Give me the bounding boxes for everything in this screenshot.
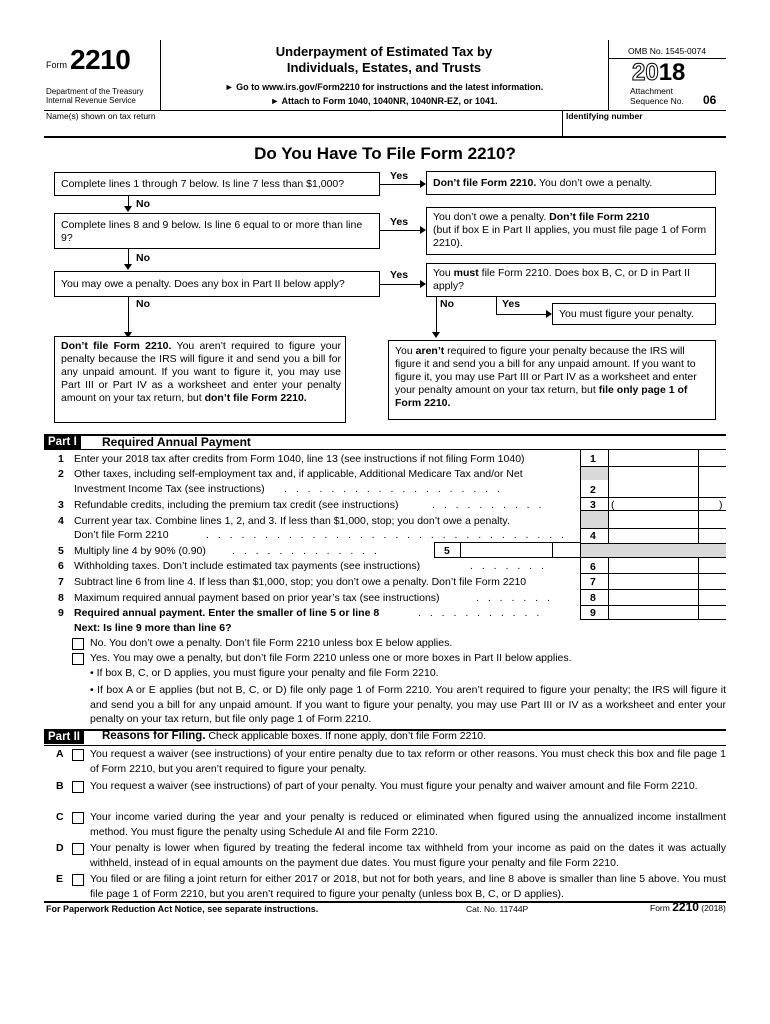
line-3-box-num: 3 [590, 499, 596, 511]
result-left-text [61, 340, 341, 405]
line-8-text: Maximum required annual payment based on prior year’s tax (see instructions) [74, 592, 440, 604]
line-5-amount[interactable] [461, 543, 551, 557]
line-4-amount[interactable] [609, 528, 698, 543]
line-2-dots: . . . . . . . . . . . . . . . . . . . [284, 483, 503, 495]
result-right-box [388, 340, 716, 420]
year-bold: 18 [658, 59, 686, 86]
bullet-2: • If box A or E applies (but not B, C, or D) file only page 1 of Form 2210. You aren’t required to figure your penalty; the IRS will figure it and send you a bill for any unpaid amount. If you want to figure your penalty, you may use Part III or IV as a worksheet and enter your penalty on your tax return, but file only page 1 of Form 2210. [90, 684, 726, 725]
line-4-dots: . . . . . . . . . . . . . . . . . . . . . . . . . . . . . . . [206, 529, 567, 541]
line-9-dots: . . . . . . . . . . . [418, 607, 543, 619]
q2-no-label: No [136, 252, 150, 264]
line-2-text: Other taxes, including self-employment tax and, if applicable, Additional Medicare Tax and/or Net [74, 468, 523, 480]
q3-no-label: No [136, 298, 150, 310]
line-6-dots: . . . . . . . [470, 560, 547, 572]
service: Internal Revenue Service [46, 96, 136, 105]
reason-d-text: Your penalty is lower when figured by treating the federal income tax withheld from your income as paid on the dates it was actually withheld, instead of in equal amounts on the payment due dates. You must figure your penalty and file Form 2210. [90, 842, 726, 869]
title-line-1: Underpayment of Estimated Tax by [275, 44, 493, 59]
line-4-box-num: 4 [590, 530, 596, 542]
line-1-box-num: 1 [590, 453, 596, 465]
reason-a-text: You request a waiver (see instructions) of your entire penalty due to tax reform or other reasons. You must check this box and file page 1 of Form 2210, but you aren’t required to figure your penalty. [90, 748, 726, 775]
reason-e-checkbox[interactable] [72, 874, 84, 886]
catalog-number: Cat. No. 11744P [466, 904, 529, 914]
result-right-bold2: file only page 1 of Form 2210. [395, 384, 688, 409]
line-3-text: Refundable credits, including the premium tax credit (see instructions) [74, 499, 399, 511]
line-8-box-num: 8 [590, 592, 596, 604]
question-3-text: You may owe a penalty. Does any box in Part II below apply? [61, 278, 345, 290]
part-1-title: Required Annual Payment [102, 435, 251, 449]
names-label: Name(s) shown on tax return [46, 111, 156, 121]
line-9-box-num: 9 [590, 607, 596, 619]
line-4-text-2: Don’t file Form 2210 [74, 529, 169, 541]
answer-1-text [433, 177, 652, 190]
part-2-title: Reasons for Filing. [102, 730, 206, 742]
line-4-text: Current year tax. Combine lines 1, 2, and 3. If less than $1,000, stop; you don’t owe a penalty. [74, 515, 510, 527]
line-7-amount[interactable] [609, 574, 698, 589]
line-5-box-num: 5 [444, 545, 450, 557]
part-2-heading [102, 730, 486, 742]
a3-no-label: No [440, 298, 454, 310]
line-1-num: 1 [58, 453, 64, 465]
q1-no-label: No [136, 198, 150, 210]
line-4-num: 4 [58, 515, 64, 527]
answer-1-bold: Don’t file Form 2210. [433, 177, 537, 189]
line-2-text-2: Investment Income Tax (see instructions) [74, 483, 265, 495]
line-1-cents[interactable] [699, 450, 726, 466]
sequence-number: 06 [703, 93, 717, 107]
reason-c-checkbox[interactable] [72, 812, 84, 824]
year-outline: 20 [632, 59, 659, 86]
reason-b-letter: B [56, 780, 64, 792]
question-1-box [54, 172, 380, 196]
flowchart-heading: Do You Have To File Form 2210? [254, 144, 516, 163]
line-9-amount[interactable] [609, 606, 698, 619]
line-2-num: 2 [58, 468, 64, 480]
reason-b-checkbox[interactable] [72, 781, 84, 793]
line-6-text: Withholding taxes. Don’t include estimated tax payments (see instructions) [74, 560, 421, 572]
next-yes-text: Yes. You may owe a penalty, but don’t file Form 2210 unless one or more boxes in Part II below applies. [90, 652, 572, 664]
footer-form-word: Form [650, 903, 670, 913]
reason-c-letter: C [56, 811, 64, 823]
answer-4-box [552, 303, 716, 325]
answer-3-bold: must [453, 267, 479, 279]
line-7-num: 7 [58, 576, 64, 588]
department: Department of the Treasury [46, 87, 144, 96]
form-title [160, 44, 608, 76]
question-1-text: Complete lines 1 through 7 below. Is line 7 less than $1,000? [61, 178, 345, 190]
instruction-1: ► Go to www.irs.gov/Form2210 for instructions and the latest information. [224, 82, 544, 92]
reason-d-checkbox[interactable] [72, 843, 84, 855]
answer-3-rest: file Form 2210. Does box B, C, or D in Part II apply? [433, 267, 690, 292]
attachment-label: Attachment [630, 86, 673, 96]
q2-yes-label: Yes [390, 216, 409, 228]
line-3-dots: . . . . . . . . . . [432, 499, 545, 511]
line-8-dots: . . . . . . . [476, 592, 553, 604]
next-no-text: No. You don’t owe a penalty. Don’t file Form 2210 unless box E below applies. [90, 637, 453, 649]
answer-2-text [433, 211, 713, 250]
line-9-text: Required annual payment. Enter the smaller of line 5 or line 8 [74, 607, 380, 619]
result-left-bold2: don’t file Form 2210. [204, 392, 307, 404]
answer-3-pre: You [433, 267, 454, 279]
reason-d-letter: D [56, 842, 64, 854]
a3-yes-label: Yes [502, 298, 521, 310]
line-6-num: 6 [58, 560, 64, 572]
line-1-amount[interactable] [609, 450, 698, 466]
answer-3-text [433, 267, 713, 293]
line-3-num: 3 [58, 499, 64, 511]
line-8-amount[interactable] [609, 590, 698, 605]
sequence-label: Sequence No. [630, 96, 684, 106]
reason-a-checkbox[interactable] [72, 749, 84, 761]
line-9-num: 9 [58, 607, 64, 619]
title-line-2: Individuals, Estates, and Trusts [286, 60, 482, 75]
question-2-box [54, 213, 380, 249]
form-word: Form [46, 60, 67, 70]
answer-2-rest: (but if box E in Part II applies, you must file page 1 of Form 2210). [433, 224, 707, 249]
answer-2-bold: Don’t file Form 2210 [549, 211, 650, 223]
reason-b-text: You request a waiver (see instructions) of part of your penalty. You must figure your penalty and waiver amount and file Form 2210. [90, 780, 698, 792]
answer-2-pre: You don’t owe a penalty. [433, 211, 550, 223]
q1-yes-label: Yes [390, 170, 409, 182]
part-1-label: Part I [44, 435, 81, 449]
answer-2-box [426, 207, 716, 255]
footer-year: (2018) [701, 903, 726, 913]
line-2-box-num: 2 [590, 484, 596, 496]
line-5-text: Multiply line 4 by 90% (0.90) [74, 545, 206, 557]
identifying-number-label: Identifying number [566, 111, 643, 121]
result-left-body: You aren’t required to figure your penalty because the IRS will figure it and send you a bill for any unpaid amount. If you want to figure it, you may use Part III or Part IV as a worksheet and enter your penalty amount on your tax return, but [61, 340, 341, 404]
footer-form-number: 2210 [672, 900, 699, 914]
line-3-paren-open: ( [611, 499, 615, 511]
result-right-pre: You [395, 345, 416, 357]
answer-3-box [426, 263, 716, 297]
next-question: Next: Is line 9 more than line 6? [74, 622, 232, 634]
line-7-text: Subtract line 6 from line 4. If less than $1,000, stop; you don’t owe a penalty. Don’t file Form 2210 [74, 576, 527, 588]
reason-a-letter: A [56, 748, 64, 760]
question-2-text: Complete lines 8 and 9 below. Is line 6 equal to or more than line 9? [61, 219, 363, 244]
reason-e-letter: E [56, 873, 64, 885]
omb-number: OMB No. 1545-0074 [628, 46, 706, 56]
reason-e-text: You filed or are filing a joint return for either 2017 or 2018, but not for both years, and line 8 above is smaller than line 5 above. You must file page 1 of Form 2210, but you aren’t required to figure your penalty (unless box B, C, or D applies). [90, 873, 726, 900]
question-3-box [54, 271, 380, 297]
tax-year [632, 60, 685, 86]
q3-yes-label: Yes [390, 269, 409, 281]
answer-1-box [426, 171, 716, 195]
next-no-checkbox[interactable] [72, 638, 84, 650]
line-5-dots: . . . . . . . . . . . . . [232, 545, 380, 557]
reason-c-text: Your income varied during the year and your penalty is reduced or eliminated when figured using the annualized income installment method. You must figure the penalty using Schedule AI and file Form 2210. [90, 811, 726, 838]
result-left-bold1: Don’t file Form 2210. [61, 340, 172, 352]
line-3-amount[interactable] [616, 498, 696, 510]
answer-4-text: You must figure your penalty. [559, 308, 694, 320]
line-7-box-num: 7 [590, 576, 596, 588]
line-3-paren-close: ) [719, 499, 723, 511]
footer-form-id [650, 900, 726, 914]
line-2-amount[interactable] [609, 481, 698, 497]
result-right-body: required to figure your penalty because the IRS will figure it and send you a bill for any unpaid amount. If you want to figure it, you may use Part III or Part IV as a worksheet and enter your penalty amount on your tax return, but [395, 345, 697, 396]
line-8-num: 8 [58, 592, 64, 604]
line-6-amount[interactable] [609, 558, 698, 573]
line-1-text: Enter your 2018 tax after credits from Form 1040, line 13 (see instructions if not filing Form 1040) [74, 453, 525, 465]
bullet-1: • If box B, C, or D applies, you must figure your penalty and file Form 2210. [90, 667, 439, 679]
instruction-2: ► Attach to Form 1040, 1040NR, 1040NR-EZ, or 1041. [270, 96, 498, 106]
answer-1-rest: You don’t owe a penalty. [536, 177, 653, 189]
form-number: 2210 [70, 44, 131, 75]
line-5-num: 5 [58, 545, 64, 557]
part-2-label: Part II [44, 730, 84, 744]
result-right-bold1: aren’t [415, 345, 445, 357]
result-left-box [54, 336, 346, 423]
line-6-box-num: 6 [590, 561, 596, 573]
result-right-text [395, 345, 711, 410]
part-2-subtitle: Check applicable boxes. If none apply, don’t file Form 2210. [205, 730, 487, 742]
paperwork-notice: For Paperwork Reduction Act Notice, see separate instructions. [46, 904, 319, 914]
next-yes-checkbox[interactable] [72, 653, 84, 665]
